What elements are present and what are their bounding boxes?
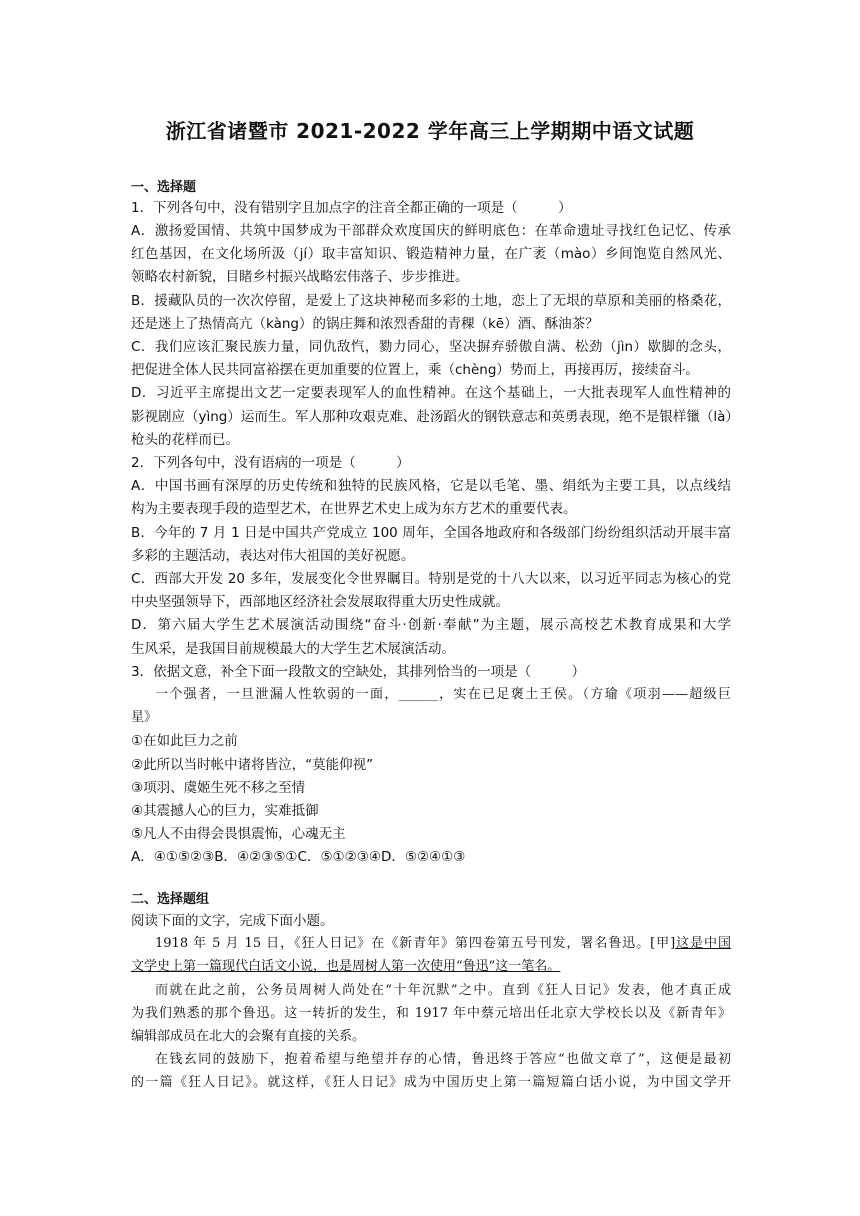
question-3-sentence-5: ⑤凡人不由得会畏惧震怖，心魂无主 bbox=[131, 826, 346, 842]
passage-paragraph-2-cont: 编辑部成员在北大的会聚有直接的关系。 bbox=[131, 1029, 366, 1044]
underlined-sentence-jia-cont: 文学史上第一篇现代白话文小说，也是周树人第一次使用“鲁迅”这一笔名。 bbox=[131, 959, 561, 974]
passage-paragraph-1-cont bbox=[131, 958, 731, 976]
passage-paragraph-1 bbox=[155, 935, 731, 953]
question-3-sentence-1: ①在如此巨力之前 bbox=[131, 733, 238, 749]
question-1-option-d-cont: 影视剧应（yìng）运而生。军人那种攻艰克难、赴汤蹈火的钢铁意志和英勇表现，绝不是银样镴（là） bbox=[131, 409, 739, 425]
question-2-option-c: C．西部大开发 20 多年，发展变化令世界瞩目。特别是党的十八大以来，以习近平同志为核心的党 bbox=[131, 571, 731, 587]
question-2-option-d-cont: 生风采，是我国目前规模最大的大学生艺术展演活动。 bbox=[131, 641, 455, 657]
question-3-sentence-2: ②此所以当时帐中诸将皆泣，“莫能仰视” bbox=[131, 757, 374, 773]
question-1-stem: 1．下列各句中，没有错别字且加点字的注音全都正确的一项是（ ） bbox=[131, 200, 572, 216]
question-1-option-c: C．我们应该汇聚民族力量，同仇敌忾，勠力同心，坚决摒弃骄傲自满、松劲（jìn）歇脚的念头， bbox=[131, 339, 731, 355]
passage-paragraph-3: 在钱玄同的鼓励下，抱着希望与绝望并存的心情，鲁迅终于答应“也做文章了”，这便是最初 bbox=[155, 1052, 731, 1067]
question-3-stem: 3．依据文意，补全下面一段散文的空缺处，其排列恰当的一项是（ ） bbox=[131, 664, 586, 680]
passage-text: 1918 年 5 月 15 日，《狂人日记》在《新青年》第四卷第五号刊发，署名鲁迅。[甲] bbox=[155, 936, 676, 951]
question-3-sentence-3: ③项羽、虞姬生死不移之至情 bbox=[131, 780, 306, 796]
page-title: 浙江省诸暨市 2021-2022 学年高三上学期期中语文试题 bbox=[165, 119, 695, 143]
question-2-option-a: A．中国书画有深厚的历史传统和独特的民族风格，它是以毛笔、墨、绢纸为主要工具，以点线结 bbox=[131, 478, 731, 494]
question-1-option-d: D．习近平主席提出文艺一定要表现军人的血性精神。在这个基础上，一大批表现军人血性精神的 bbox=[131, 385, 731, 401]
question-1-option-b-cont: 还是迷上了热情高亢（kàng）的锅庄舞和浓烈香甜的青稞（kē）酒、酥油茶？ bbox=[131, 316, 599, 332]
question-3-options: A．④①⑤②③B．④②③⑤①C．⑤①②③④D．⑤②④①③ bbox=[131, 849, 466, 865]
question-3-passage-cont: 星》 bbox=[131, 710, 158, 725]
question-1-option-a: A．激扬爱国情、共筑中国梦成为干部群众欢度国庆的鲜明底色：在革命遗址寻找红色记忆、传承 bbox=[131, 223, 731, 239]
question-2-stem: 2．下列各句中，没有语病的一项是（ ） bbox=[131, 455, 410, 471]
question-2-option-d: D．第六届大学生艺术展演活动围绕“奋斗·创新·奉献”为主题，展示高校艺术教育成果和大学 bbox=[131, 617, 731, 633]
question-2-option-b-cont: 多彩的主题活动，表达对伟大祖国的美好祝愿。 bbox=[131, 548, 415, 564]
passage-paragraph-2-cont: 为我们熟悉的那个鲁迅。这一转折的发生，和 1917 年中蔡元培出任北京大学校长以及《新青年》 bbox=[131, 1006, 731, 1021]
passage-paragraph-2: 而就在此之前，公务员周树人尚处在“十年沉默”之中。直到《狂人日记》发表，他才真正成 bbox=[155, 983, 731, 998]
reading-instruction: 阅读下面的文字，完成下面小题。 bbox=[131, 913, 334, 929]
question-1-option-d-cont: 枪头的花样而已。 bbox=[131, 432, 239, 448]
underlined-sentence-jia: 这是中国 bbox=[675, 936, 731, 951]
question-2-option-a-cont: 构为主要表现手段的造型艺术，在世界艺术史上成为东方艺术的重要代表。 bbox=[131, 501, 577, 517]
question-1-option-c-cont: 把促进全体人民共同富裕摆在更加重要的位置上，乘（chèng）势而上，再接再厉，接续奋斗。 bbox=[131, 362, 699, 378]
question-2-option-c-cont: 中央坚强领导下，西部地区经济社会发展取得重大历史性成就。 bbox=[131, 594, 509, 610]
question-3-passage: 一个强者，一旦泄漏人性软弱的一面，______，实在已足褒土王侯。（方瑜《项羽——超级巨 bbox=[155, 687, 731, 702]
question-3-sentence-4: ④其震撼人心的巨力，实难抵御 bbox=[131, 803, 319, 819]
passage-paragraph-3-cont: 的一篇《狂人日记》。就这样，《狂人日记》成为中国历史上第一篇短篇白话小说，为中国文学开 bbox=[131, 1075, 731, 1090]
section-heading-choice-group: 二、选择题组 bbox=[131, 892, 210, 907]
question-2-option-b: B．今年的 7 月 1 日是中国共产党成立 100 周年，全国各地政府和各级部门纷纷组织活动开展丰富 bbox=[131, 525, 731, 541]
question-1-option-a-cont: 领略农村新貌，目睹乡村振兴战略宏伟落子、步步推进。 bbox=[131, 269, 469, 285]
section-heading-choice: 一、选择题 bbox=[131, 180, 197, 195]
question-1-option-b: B．援藏队员的一次次停留，是爱上了这块神秘而多彩的土地，恋上了无垠的草原和美丽的格桑花， bbox=[131, 293, 731, 309]
question-1-option-a-cont: 红色基因，在文化场所汲（jí）取丰富知识、锻造精神力量，在广袤（mào）乡间饱览自然风光、 bbox=[131, 246, 731, 262]
